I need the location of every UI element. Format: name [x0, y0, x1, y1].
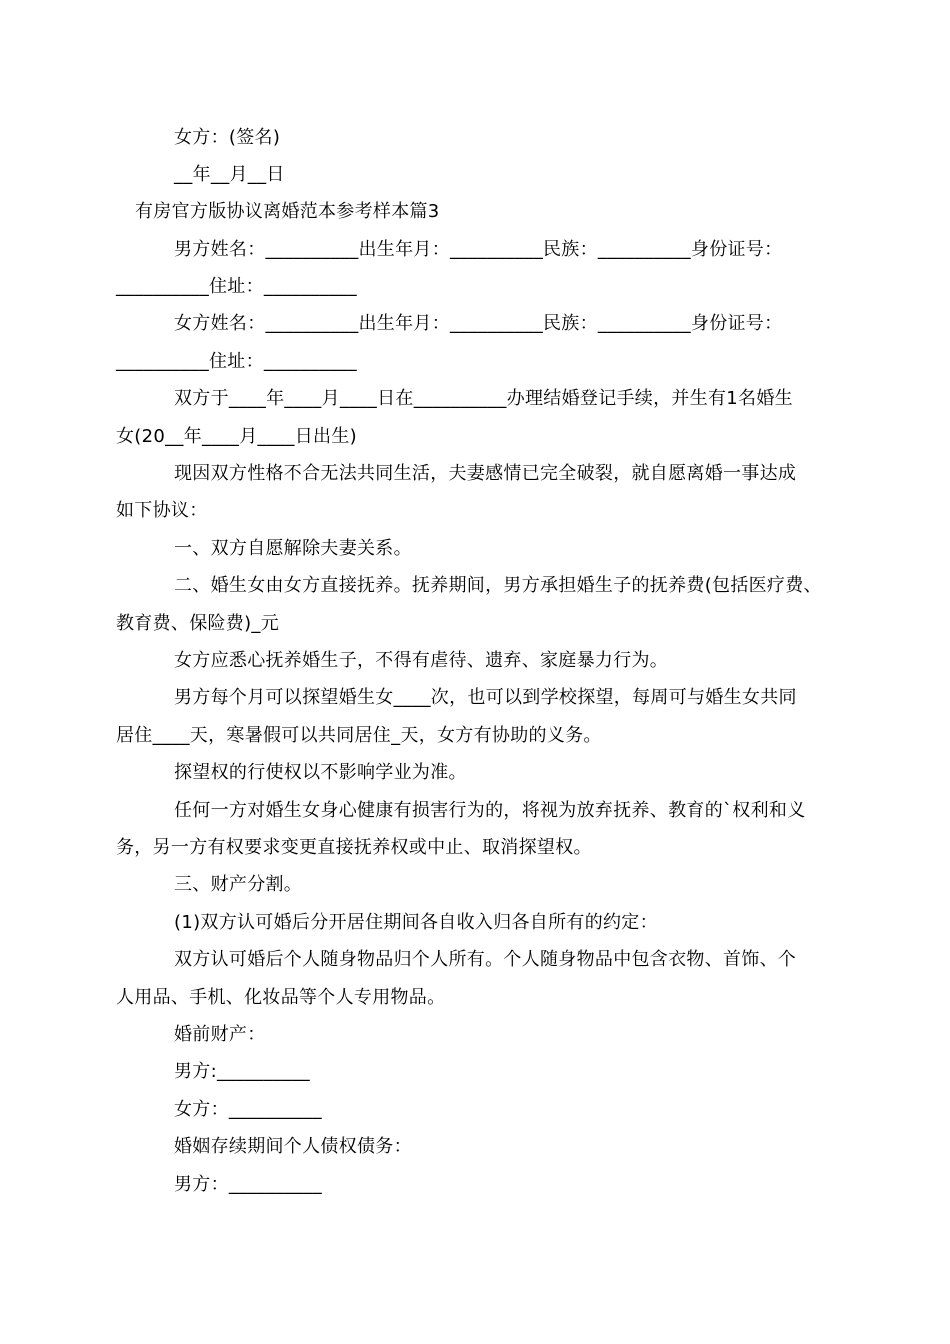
- paragraph-line: 双方于____年____月____日在__________办理结婚登记手续，并生有1名婚生: [174, 388, 793, 409]
- paragraph-line: 女(20__年____月____日出生): [116, 426, 357, 447]
- clause-heading: 三、财产分割。: [174, 874, 303, 895]
- paragraph-line: 探望权的行使权以不影响学业为准。: [174, 762, 467, 783]
- paragraph-line: 如下协议：: [116, 500, 208, 521]
- clause-heading: 二、婚生女由女方直接抚养。抚养期间，男方承担婚生子的抚养费(包括医疗费、: [174, 575, 822, 596]
- subheading: 婚姻存续期间个人债权债务：: [174, 1136, 412, 1157]
- blank-field-line: 女方：__________: [174, 1099, 322, 1120]
- paragraph-line: 双方认可婚后个人随身物品归个人所有。个人随身物品中包含衣物、首饰、个: [174, 949, 797, 970]
- paragraph-line: 居住____天，寒暑假可以共同居住_天，女方有协助的义务。: [116, 725, 602, 746]
- paragraph-line: 男方每个月可以探望婚生女____次，也可以到学校探望，每周可与婚生女共同: [174, 687, 797, 708]
- paragraph-line: 人用品、手机、化妆品等个人专用物品。: [116, 987, 446, 1008]
- blank-field-line: 男方：__________: [174, 1174, 322, 1195]
- signature-line: 女方：(签名): [174, 127, 281, 148]
- paragraph-line: 现因双方性格不合无法共同生活，夫妻感情已完全破裂，就自愿离婚一事达成: [174, 463, 797, 484]
- section-title: 有房官方版协议离婚范本参考样本篇3: [135, 201, 440, 222]
- husband-info-line: 男方姓名：__________出生年月：__________民族：__________身份证号：: [174, 239, 783, 260]
- paragraph-line: 女方应悉心抚养婚生子，不得有虐待、遗弃、家庭暴力行为。: [174, 650, 669, 671]
- paragraph-line: (1)双方认可婚后分开居住期间各自收入归各自所有的约定：: [174, 912, 658, 933]
- paragraph-line: 务，另一方有权要求变更直接抚养权或中止、取消探望权。: [116, 837, 592, 858]
- date-line: __年__月__日: [174, 164, 285, 185]
- wife-info-line: 女方姓名：__________出生年月：__________民族：__________身份证号：: [174, 313, 783, 334]
- paragraph-line: 任何一方对婚生女身心健康有损害行为的，将视为放弃抚养、教育的`权利和义: [174, 800, 806, 821]
- wife-address-line: __________住址：__________: [116, 351, 357, 372]
- clause-heading: 一、双方自愿解除夫妻关系。: [174, 538, 412, 559]
- blank-field-line: 男方:__________: [174, 1061, 310, 1082]
- subheading: 婚前财产：: [174, 1024, 266, 1045]
- paragraph-line: 教育费、保险费)_元: [116, 613, 280, 634]
- husband-address-line: __________住址：__________: [116, 276, 357, 297]
